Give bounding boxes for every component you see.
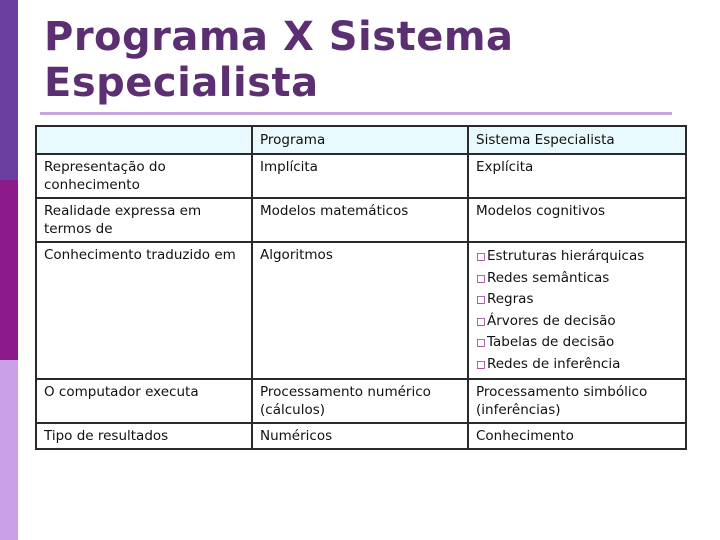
accent-bar-top [0,0,18,180]
list-item: ◻Regras [476,291,534,307]
slide-title: Programa X Sistema Especialista [44,14,514,106]
square-bullet-icon: ◻ [476,292,486,306]
cell-sistema: Conhecimento [468,423,686,449]
cell-sistema: Modelos cognitivos [468,198,686,242]
comparison-table [35,125,687,450]
square-bullet-icon: ◻ [476,313,486,328]
cell-sistema: Explícita [468,154,686,198]
cell-programa: Implícita [252,154,468,198]
table-row [36,379,686,423]
cell-programa: Numéricos [252,423,468,449]
square-bullet-icon: ◻ [476,270,486,285]
title-underline [40,112,672,115]
representation-list [476,246,678,375]
header-programa: Programa [252,126,468,154]
table-row [36,198,686,242]
list-item: ◻Árvores de decisão [476,312,616,329]
list-item: ◻Redes de inferência [476,355,621,372]
accent-bar-middle [0,180,18,360]
square-bullet-icon: ◻ [476,249,486,263]
list-item: ◻Estruturas hierárquicas [476,248,645,264]
table-row [36,423,686,449]
row-label: Realidade expressa em termos de [36,198,252,242]
table-row [36,242,686,379]
cell-sistema: Processamento simbólico (inferências) [468,379,686,423]
cell-sistema [468,242,686,379]
cell-programa: Modelos matemáticos [252,198,468,242]
accent-bar-bottom [0,360,18,540]
header-sistema-especialista: Sistema Especialista [468,126,686,154]
square-bullet-icon: ◻ [476,335,486,349]
cell-programa: Algoritmos [252,242,468,379]
list-item: ◻Redes semânticas [476,269,610,286]
table-header-row [36,126,686,154]
table-row [36,154,686,198]
row-label: Tipo de resultados [36,423,252,449]
row-label: Conhecimento traduzido em [36,242,252,379]
header-empty-cell [36,126,252,154]
row-label: O computador executa [36,379,252,423]
row-label: Representação do conhecimento [36,154,252,198]
square-bullet-icon: ◻ [476,356,486,371]
cell-programa: Processamento numérico (cálculos) [252,379,468,423]
list-item: ◻Tabelas de decisão [476,334,615,350]
